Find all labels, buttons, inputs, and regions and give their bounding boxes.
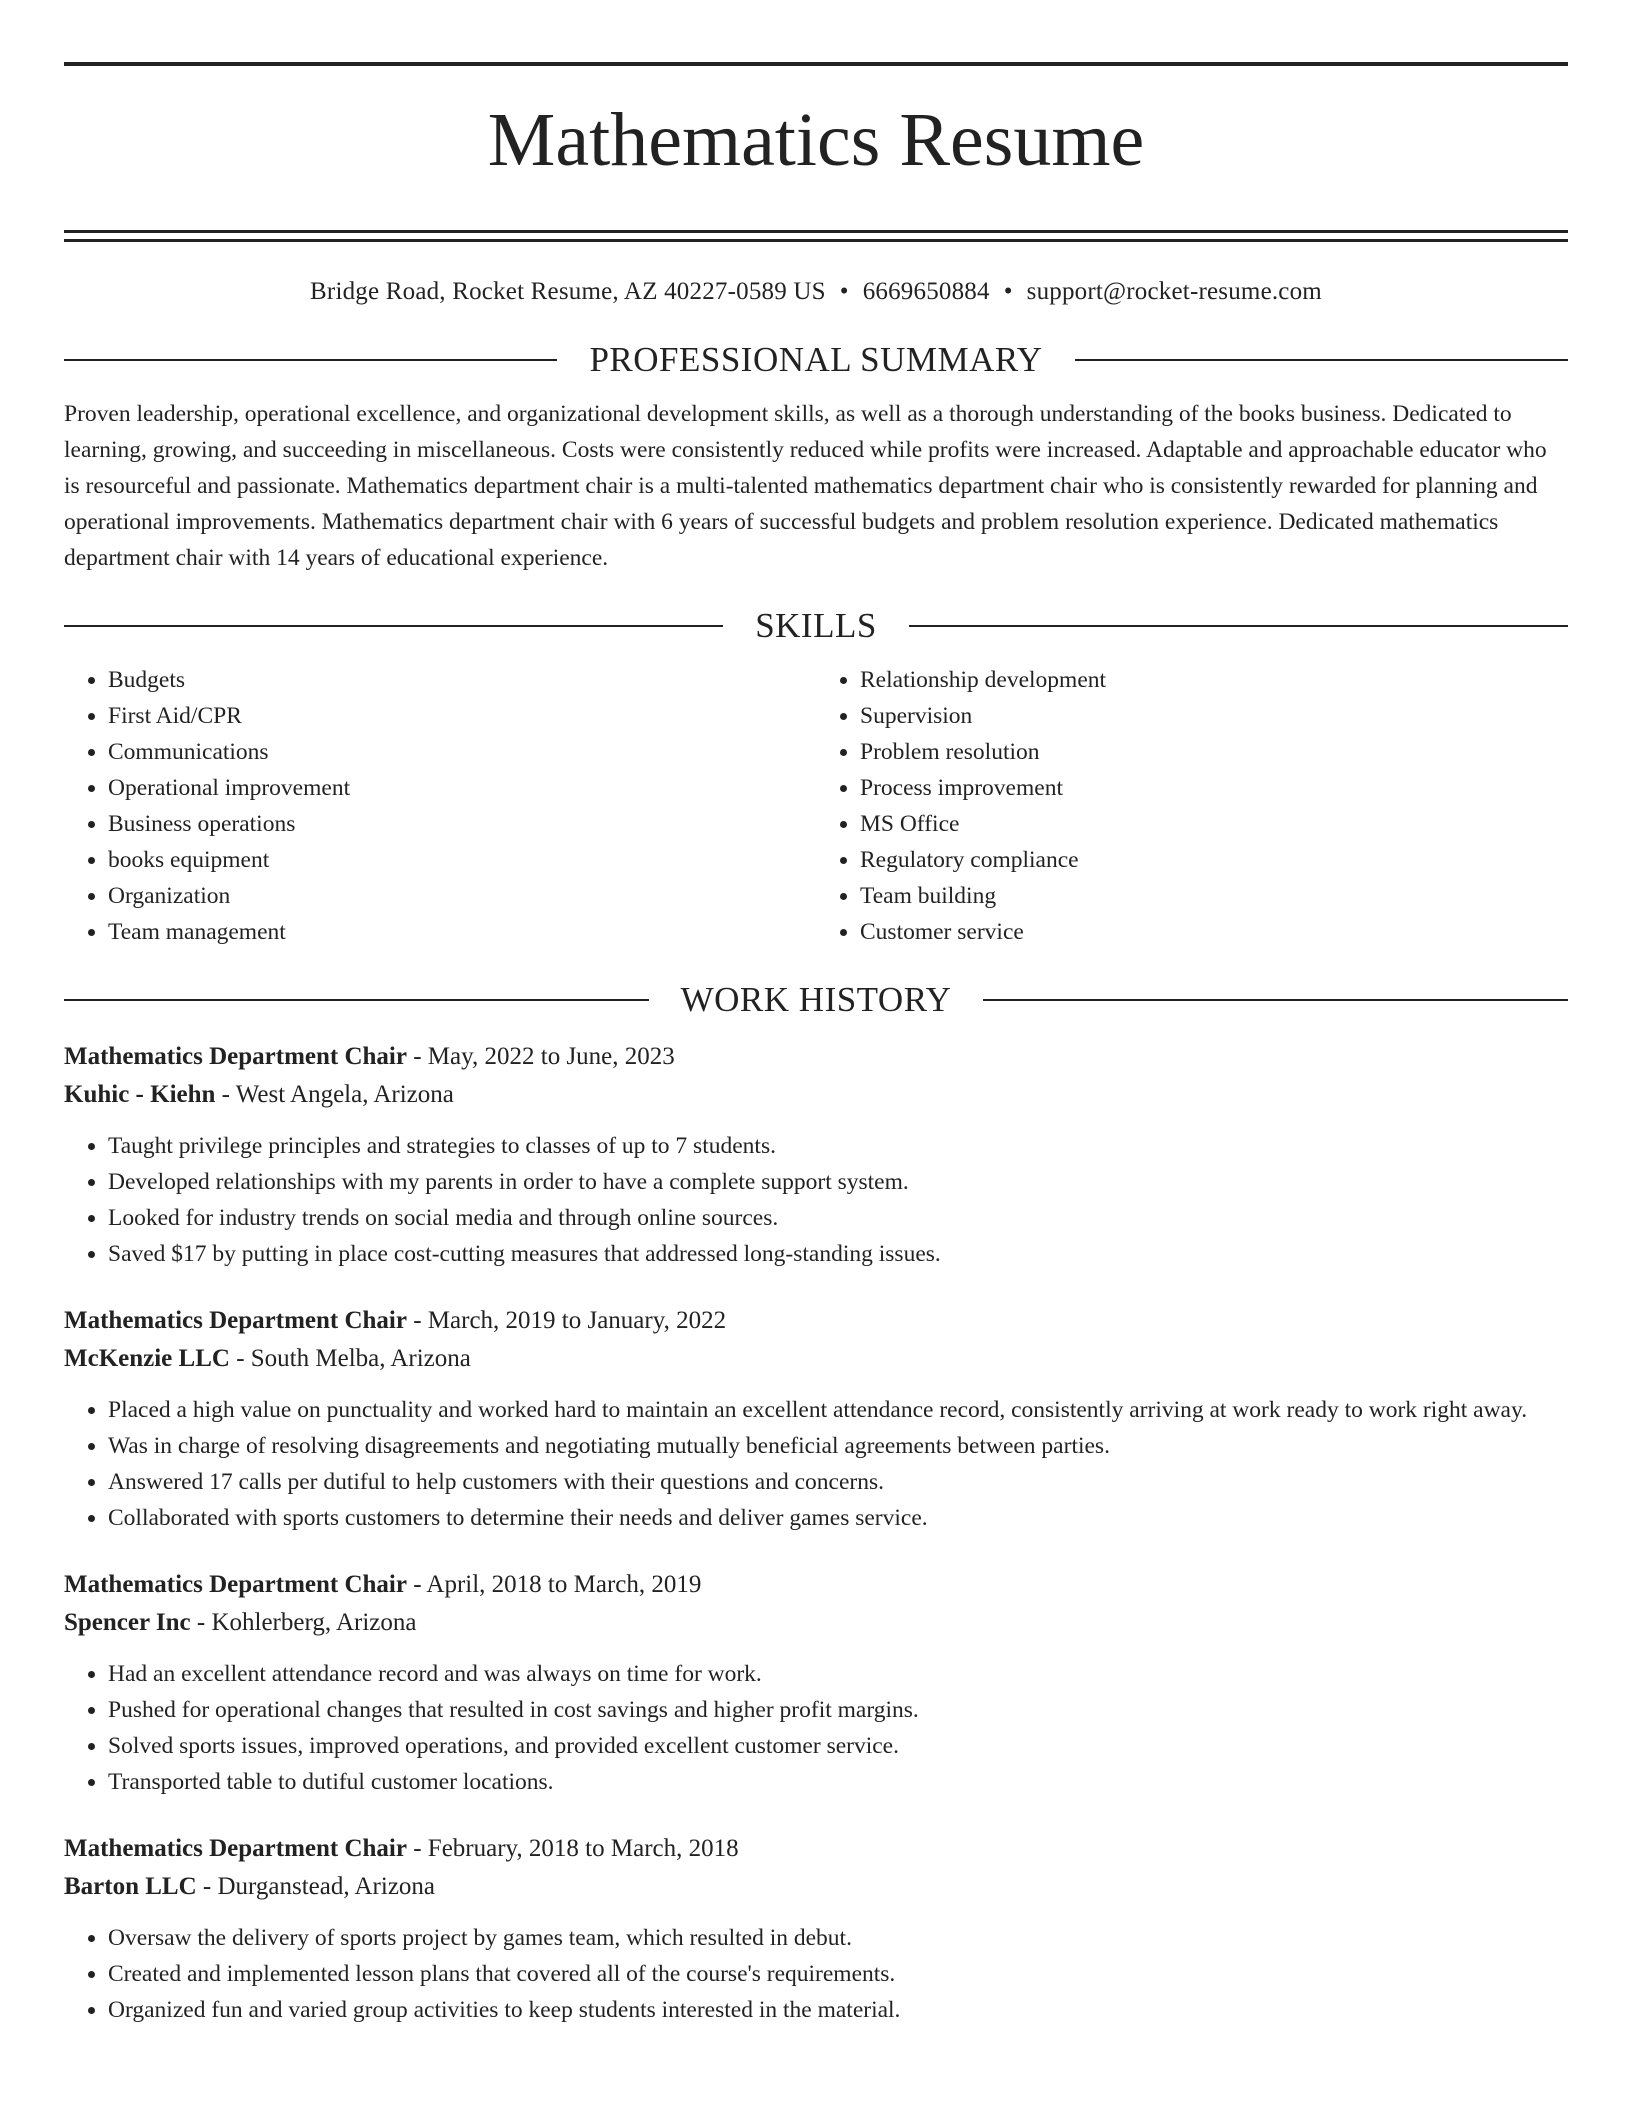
- summary-heading-label: PROFESSIONAL SUMMARY: [589, 340, 1043, 379]
- job-bullet: • Solved sports issues, improved operations, and provided excellent customer service.: [108, 1728, 1568, 1764]
- job-dates: - March, 2019 to January, 2022: [406, 1307, 727, 1334]
- skill-item: • Process improvement: [860, 770, 1568, 806]
- heading-rule-left: [64, 625, 723, 627]
- contact-email: support@rocket-resume.com: [1026, 278, 1322, 305]
- job-title: Mathematics Department Chair: [64, 1043, 407, 1070]
- skill-item: • Operational improvement: [108, 770, 816, 806]
- job-bullet: • Created and implemented lesson plans that covered all of the course's requirements.: [108, 1956, 1568, 1992]
- skill-item: • MS Office: [860, 806, 1568, 842]
- job-bullet: • Saved $17 by putting in place cost-cutting measures that addressed long-standing issues.: [108, 1236, 1568, 1272]
- job-bullet: • Oversaw the delivery of sports project by games team, which resulted in debut.: [108, 1920, 1568, 1956]
- skill-item: • Organization: [108, 878, 816, 914]
- summary-heading: [64, 340, 1568, 380]
- contact-line: [64, 278, 1568, 306]
- job-company-line: [64, 1604, 1568, 1642]
- job-bullet: • Developed relationships with my parents in order to have a complete support system.: [108, 1164, 1568, 1200]
- skill-item: • Supervision: [860, 698, 1568, 734]
- heading-rule-left: [64, 999, 649, 1001]
- job-title: Mathematics Department Chair: [64, 1307, 407, 1334]
- work-heading-label: WORK HISTORY: [680, 980, 952, 1019]
- job-location: - Durganstead, Arizona: [196, 1873, 436, 1900]
- job-company: McKenzie LLC: [64, 1345, 230, 1372]
- title-rule-upper: [64, 230, 1568, 233]
- job-company-line: [64, 1076, 1568, 1114]
- heading-rule-right: [909, 625, 1568, 627]
- job-company: Barton LLC: [64, 1873, 197, 1900]
- skill-item: • Relationship development: [860, 662, 1568, 698]
- skill-item: • Communications: [108, 734, 816, 770]
- job-bullet: • Transported table to dutiful customer locations.: [108, 1764, 1568, 1800]
- job-entry: [64, 1302, 1568, 1536]
- job-dates: - May, 2022 to June, 2023: [406, 1043, 675, 1070]
- job-bullets: [64, 1920, 1568, 2028]
- contact-phone: 6669650884: [862, 278, 990, 305]
- skill-item: • Business operations: [108, 806, 816, 842]
- contact-address: Bridge Road, Rocket Resume, AZ 40227-0589 US: [310, 278, 826, 305]
- job-title: Mathematics Department Chair: [64, 1835, 407, 1862]
- heading-rule-left: [64, 359, 557, 361]
- heading-rule-right: [1075, 359, 1568, 361]
- job-bullet: • Placed a high value on punctuality and worked hard to maintain an excellent attendance record, consistently arriving at work ready to work right away.: [108, 1392, 1568, 1428]
- skills-heading: [64, 606, 1568, 646]
- job-location: - West Angela, Arizona: [215, 1081, 454, 1108]
- job-entry: [64, 1830, 1568, 2028]
- job-company-line: [64, 1868, 1568, 1906]
- job-title-line: [64, 1302, 1568, 1340]
- job-title-line: [64, 1830, 1568, 1868]
- job-bullet: • Looked for industry trends on social media and through online sources.: [108, 1200, 1568, 1236]
- skills-column-left: [64, 662, 816, 950]
- skill-item: • Regulatory compliance: [860, 842, 1568, 878]
- job-bullets: [64, 1656, 1568, 1800]
- job-dates: - April, 2018 to March, 2019: [406, 1571, 702, 1598]
- skills-list: [64, 662, 1568, 950]
- job-dates: - February, 2018 to March, 2018: [406, 1835, 739, 1862]
- job-bullets: [64, 1128, 1568, 1272]
- job-bullets: [64, 1392, 1568, 1536]
- job-bullet: • Was in charge of resolving disagreements and negotiating mutually beneficial agreements between parties.: [108, 1428, 1568, 1464]
- skill-item: • books equipment: [108, 842, 816, 878]
- contact-separator: •: [839, 278, 849, 305]
- job-company: Spencer Inc: [64, 1609, 191, 1636]
- work-heading: [64, 980, 1568, 1020]
- job-bullet: • Answered 17 calls per dutiful to help customers with their questions and concerns.: [108, 1464, 1568, 1500]
- job-title-line: [64, 1566, 1568, 1604]
- skills-heading-label: SKILLS: [755, 606, 877, 645]
- job-entry: [64, 1038, 1568, 1272]
- skill-item: • First Aid/CPR: [108, 698, 816, 734]
- job-company: Kuhic - Kiehn: [64, 1081, 216, 1108]
- skill-item: • Problem resolution: [860, 734, 1568, 770]
- job-bullet: • Taught privilege principles and strategies to classes of up to 7 students.: [108, 1128, 1568, 1164]
- top-rule: [64, 62, 1568, 66]
- job-bullet: • Organized fun and varied group activities to keep students interested in the material.: [108, 1992, 1568, 2028]
- skill-item: • Team building: [860, 878, 1568, 914]
- summary-text: Proven leadership, operational excellence, and organizational development skills, as well as a thorough understanding of the books business. Dedicated to learning, growing, and succeeding in miscellaneous. Costs were consistently reduced while profits were increased. Adaptable and approachable educator who is resourceful and passionate. Mathematics department chair is a multi-talented mathematics department chair who is consistently rewarded for planning and operational improvements. Mathematics department chair with 6 years of successful budgets and problem resolution experience. Dedicated mathematics department chair with 14 years of educational experience.: [64, 401, 1547, 571]
- skill-item: • Budgets: [108, 662, 816, 698]
- skill-item: • Team management: [108, 914, 816, 950]
- title-rule-lower: [64, 239, 1568, 242]
- heading-rule-right: [983, 999, 1568, 1001]
- job-entry: [64, 1566, 1568, 1800]
- job-bullet: • Had an excellent attendance record and was always on time for work.: [108, 1656, 1568, 1692]
- job-bullet: • Pushed for operational changes that resulted in cost savings and higher profit margins.: [108, 1692, 1568, 1728]
- job-location: - South Melba, Arizona: [229, 1345, 471, 1372]
- contact-separator: •: [1003, 278, 1013, 305]
- page-title: Mathematics Resume: [487, 98, 1145, 182]
- job-title-line: [64, 1038, 1568, 1076]
- job-location: - Kohlerberg, Arizona: [190, 1609, 417, 1636]
- skills-column-right: [816, 662, 1568, 950]
- job-bullet: • Collaborated with sports customers to determine their needs and deliver games service.: [108, 1500, 1568, 1536]
- job-title: Mathematics Department Chair: [64, 1571, 407, 1598]
- skill-item: • Customer service: [860, 914, 1568, 950]
- job-company-line: [64, 1340, 1568, 1378]
